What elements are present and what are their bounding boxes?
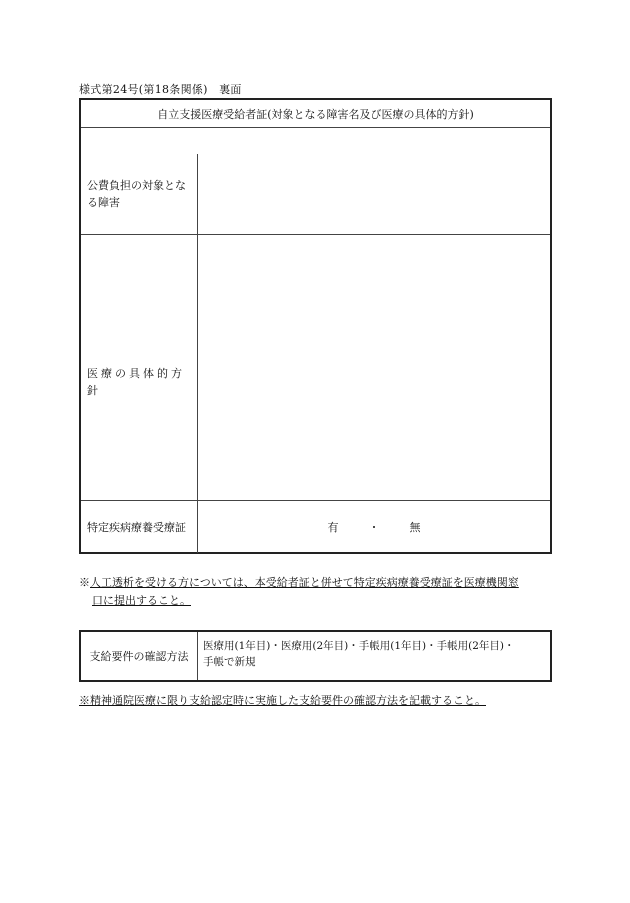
dialysis-note-line2: 口に提出すること。 [92, 594, 191, 607]
option-yes: 有 [327, 521, 339, 534]
treatment-policy-label: 医療の具体的方針 [81, 235, 198, 528]
psychiatric-note: ※精神通院医療に限り支給認定時に実施した支給要件の確認方法を記載すること。 [79, 694, 486, 707]
requirement-value-line2: 手帳で新規 [203, 656, 256, 668]
certificate-table [79, 98, 552, 554]
disability-label: 公費負担の対象となる障害 [81, 154, 198, 234]
disability-row [81, 154, 550, 234]
certificate-title: 自立支援医療受給者証(対象となる障害名及び医療の具体的方針) [81, 100, 550, 128]
treatment-policy-value [198, 235, 550, 528]
disability-value [198, 154, 550, 234]
requirement-table [79, 630, 552, 682]
dialysis-note [79, 574, 554, 610]
note-mark: ※ [79, 576, 90, 589]
requirement-label: 支給要件の確認方法 [81, 632, 198, 680]
option-no: 無 [409, 521, 421, 534]
specific-disease-row [81, 500, 550, 553]
treatment-policy-row [81, 234, 550, 528]
specific-disease-options [198, 501, 550, 553]
specific-disease-label: 特定疾病療養受療証 [81, 501, 198, 553]
dialysis-note-line1: 人工透析を受ける方については、本受給者証と併せて特定疾病療養受療証を医療機関窓 [90, 576, 519, 589]
form-number: 様式第24号(第18条関係) 裏面 [79, 83, 242, 96]
requirement-value [198, 632, 550, 680]
option-separator: ・ [368, 521, 380, 534]
requirement-value-line1: 医療用(1年目)・医療用(2年目)・手帳用(1年目)・手帳用(2年目)・ [203, 640, 515, 652]
